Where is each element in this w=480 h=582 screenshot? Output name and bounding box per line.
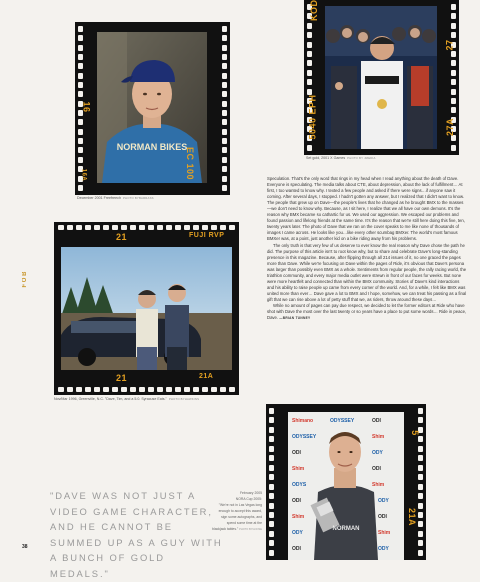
photo-film-strip-1 (75, 22, 230, 195)
photo-credit: PHOTO BYHAWKINS (168, 397, 200, 401)
caption-text: Nov/Mar 1996, Greenville, N.C. "Dave, Tim, and a 5.0. Syracuse Eats." (54, 397, 167, 401)
svg-text:ODI: ODI (292, 546, 301, 552)
shirt-text: NORMAN BIKES (116, 142, 188, 152)
article-paragraph (267, 303, 467, 321)
svg-text:Shim: Shim (372, 434, 385, 440)
film-edge-number: 27A (445, 117, 456, 137)
svg-text:Shimano: Shimano (292, 418, 314, 424)
film-sprockets (269, 408, 274, 556)
svg-text:ODI: ODI (372, 418, 381, 424)
svg-text:ODY: ODY (372, 450, 383, 456)
svg-text:Shim: Shim (378, 530, 391, 536)
film-edge-code: KOD (309, 0, 319, 21)
caption-text: December 2001 Freefreech (77, 196, 121, 200)
film-edge-code: FUJI RVP (189, 232, 225, 239)
svg-text:ODY: ODY (378, 546, 389, 552)
photo-credit: PHOTO BY JMEDIA (347, 156, 376, 160)
page-number: 38 (22, 544, 28, 550)
film-edge-code: 5040 EPH (307, 94, 318, 140)
photo-caption-3 (54, 397, 244, 402)
film-sprockets (222, 26, 227, 191)
pull-quote: "DAVE WAS NOT JUST A VIDEO GAME CHARACTER, AND HE CANNOT BE SUMMED UP AS A GUY WITH A BUNCH OF GOLD MEDALS." (50, 490, 223, 579)
svg-text:Shim: Shim (292, 466, 305, 472)
film-edge-number: 21 (116, 232, 128, 242)
svg-text:ODI: ODI (378, 514, 387, 520)
article-paragraph-text: While no amount of pages can pay due respect, we decided to let the former editors at Ride who have shot with Dave the most over the last twenty or so years have a place to put some words… Ride in peace, Dave. (267, 302, 467, 321)
svg-text:ODY: ODY (292, 530, 303, 536)
film-edge-number: 27 (444, 39, 455, 51)
photo-caption-1 (77, 196, 237, 201)
article-body (267, 176, 467, 321)
caption-line: sign some autographs, and (221, 515, 262, 519)
photo-credit: PHOTO BYGOOSE (239, 528, 262, 531)
caption-line (210, 526, 262, 533)
caption-text: Set gold, 2001 X Games (306, 156, 346, 160)
svg-text:Shim: Shim (292, 514, 305, 520)
photo-friends-car (61, 247, 232, 370)
photo-caption-4 (210, 490, 262, 533)
svg-text:ODI: ODI (372, 466, 381, 472)
caption-line: enough to accept this award, (218, 509, 262, 513)
svg-text:Shim: Shim (372, 482, 385, 488)
photo-credit: PHOTO BYBARRASS (122, 196, 154, 200)
caption-line: spend some time at the (226, 521, 262, 525)
article-signature: —BRIAN TUNNEY (279, 316, 311, 321)
caption-line: "We're not in Las Vegas long (218, 503, 262, 507)
caption-text: blackjack tables." (212, 527, 239, 531)
photo-film-strip-2 (304, 0, 459, 155)
film-edge-number: 16 (81, 101, 92, 113)
film-edge-code: EC 100 (185, 147, 195, 181)
svg-text:ODYSSEY: ODYSSEY (330, 418, 355, 424)
svg-text:ODY: ODY (378, 498, 389, 504)
film-sprockets (58, 387, 235, 392)
svg-text:ODI: ODI (292, 498, 301, 504)
film-edge-number: 21A (199, 373, 214, 380)
photo-nora-cup (288, 412, 404, 560)
shirt-text: NORMAN (332, 526, 360, 532)
section-tag: FOB (22, 270, 28, 288)
photo-caption-2 (306, 156, 456, 161)
photo-podium-crowd (325, 6, 437, 149)
article-paragraph: The only truth is that very few of us deserve to ever know the real reason why Dave chose the path he did. The purpose of this article isn't to root know why, but to share and celebrate Dave's long-standing presence in this magazine. Because, after flipping through all 214 issues of it, no one graced the pages more than Dave. While we're focusing on Dave within the pages of Ride, it's obvious that Dave's persona was larger than possibly even BMX as a whole. Sentiments from regular people, the rally racing world, the triathlon community, and every major media outlet were strewn in front of our faces for weeks. But none were more heartfelt and connected than within the BMX community. Stories of Dave's kind interactions and his ability to raise people up came from every corner of the world. And, for a while, I felt like BMX was united more than ever… Dave gave a lot to BMX and I hope, somehow, we can treat his passing as a final gift that we can rise above a lot of petty stuff that we, as riders, throw around these days… (267, 242, 467, 302)
photo-film-strip-4 (266, 404, 426, 560)
svg-text:ODI: ODI (292, 450, 301, 456)
caption-line: NORA Cup 2005: (235, 497, 262, 501)
svg-text:ODYS: ODYS (292, 482, 307, 488)
film-edge-number: 5 (409, 430, 420, 436)
svg-text:ODYSSEY: ODYSSEY (292, 434, 317, 440)
film-edge-number: 21 (116, 373, 128, 383)
caption-line: February 2005 (239, 491, 262, 495)
photo-film-strip-3 (54, 222, 239, 395)
film-sprockets (58, 225, 235, 230)
article-paragraph: Speculation. That's the only word that rings in my head when I read anything about the death of Dave. Everyone is speculating. The media talks about CTE, about depression, about the lack of fulfillment… At first, I too wanted to know why. I texted a few people and asked if there were signs…if anyone saw it coming. After several days, I stopped. I hadn't gotten any answer, but I realized that I didn't want to know. The people that grew up on Dave—the people's lives that he changed as he brought BMX to the masses—we don't need to know why. Because, as I sit here, I realize that we all have our own demons. It's the reason why BMX became so cathartic for us. We used our aggression. We escaped our problems and found passion and lifelong friends at the same time. It's the reason that we're still here doing this five, ten, twenty years later. The photo of Dave that we ran on the cover speaks to me like none of thousands of images I came across. He looks like you…like every other scumbag BMXer. The world's most famous BMXer was, at a point, just another kid on a bike riding away from his problems. (267, 176, 465, 242)
film-edge-number: 21A (407, 507, 418, 527)
film-edge-number: 16A (80, 168, 87, 182)
